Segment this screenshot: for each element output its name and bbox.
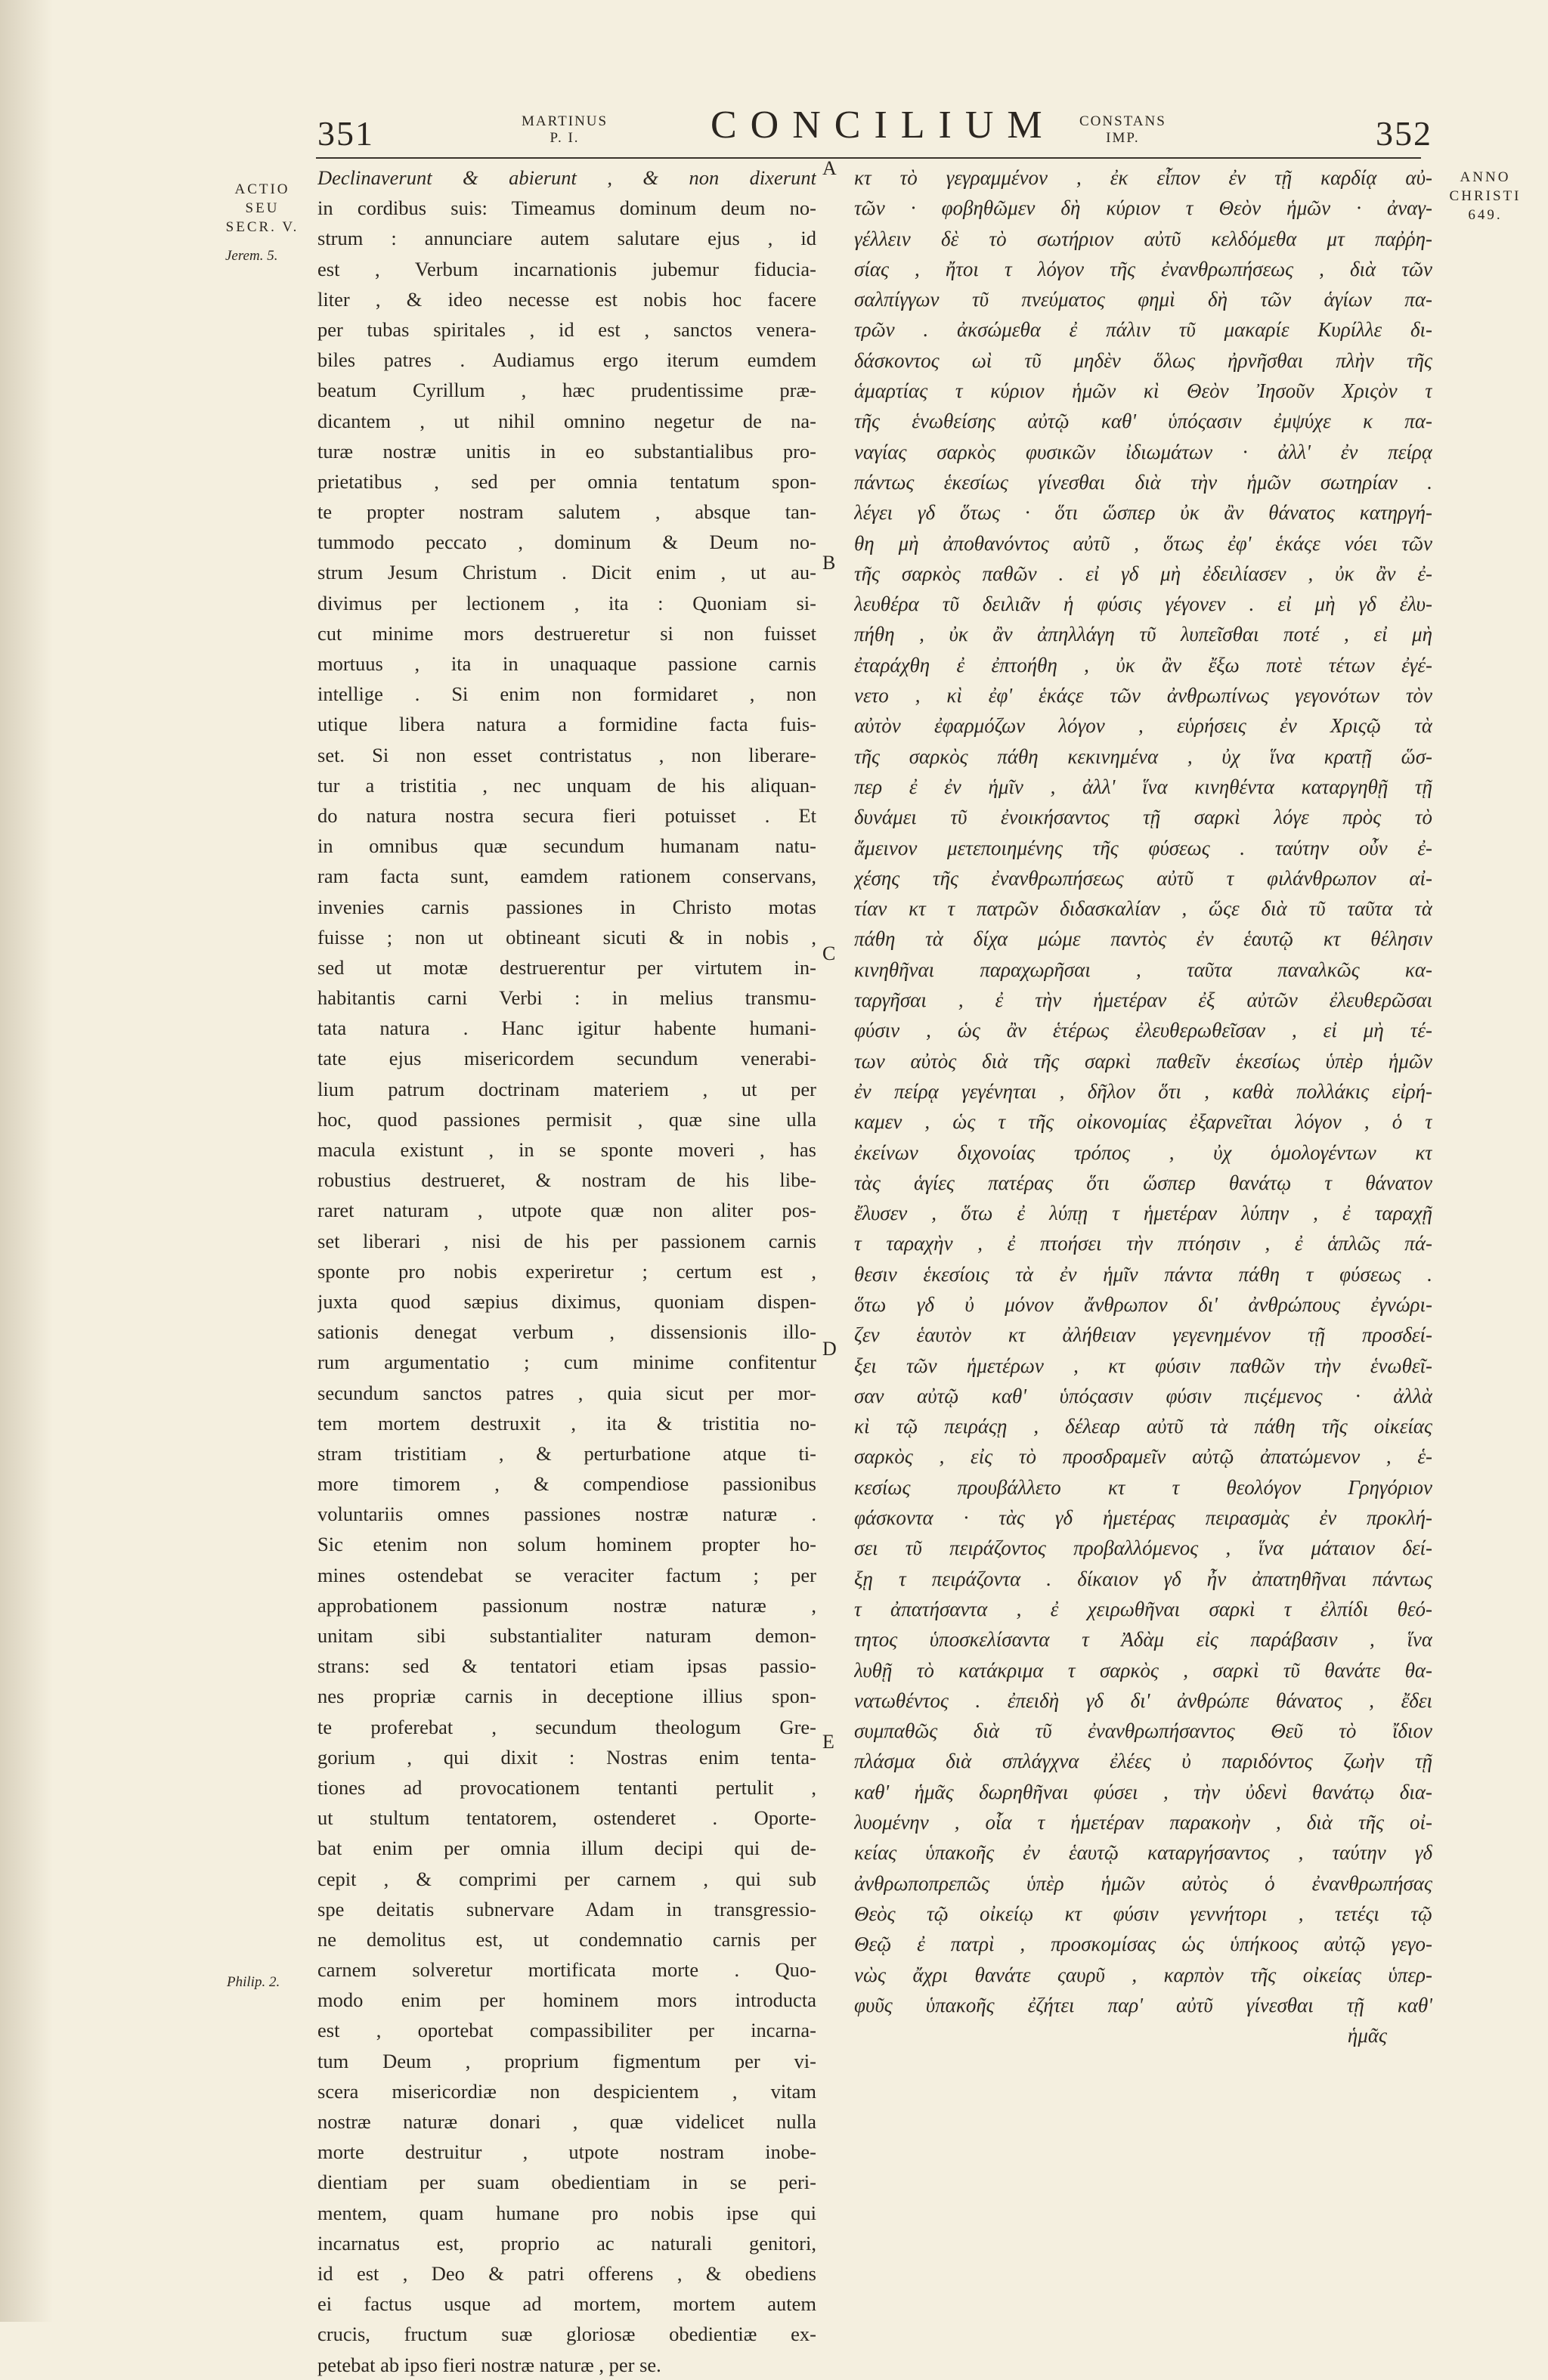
- jeremiah-reference: Jerem. 5.: [225, 248, 278, 264]
- text-line: nes propriæ carnis in deceptione illius spon-: [317, 1685, 816, 1708]
- text-line: strans: sed & tentatori etiam ipsas passio-: [317, 1654, 816, 1678]
- text-line: νετο , κὶ ἐφ' ἑκάςε τῶν ἀνθρωπίνως γεγονότων τὸν: [854, 684, 1432, 707]
- text-line: νὼς ἄχρι θανάτε ςαυρῦ , καρπὸν τῆς οἰκείας ὑπερ-: [854, 1963, 1432, 1986]
- text-line: σαν αὐτῷ καθ' ὑπόςασιν φύσιν πιςέμενος · ἀλλὰ: [854, 1384, 1432, 1407]
- section-letter-c: C: [822, 942, 836, 964]
- text-line: των αὐτὸς διὰ τῆς σαρκὶ παθεῖν ἑκεσίως ὑπὲρ ἡμῶν: [854, 1049, 1432, 1072]
- margin-line: ACTIO: [234, 181, 290, 197]
- text-line: dientiam per suam obedientiam in se peri-: [317, 2171, 816, 2194]
- text-line: tata natura . Hanc igitur habente humani-: [317, 1017, 816, 1040]
- text-line: νατωθέντος . ἐπειδὴ γδ δι' ἀνθρώπε θάνατος , ἔδει: [854, 1688, 1432, 1712]
- text-line: ἐκείνων διχονοίας τρόπος , ὐχ ὁμολογέντων κτ: [854, 1140, 1432, 1164]
- running-head-line: P. I.: [550, 130, 580, 146]
- text-line: φυῦς ὑπακοῆς ἐζήτει παρ' αὐτῦ γίνεσθαι τῇ καθ': [854, 1993, 1432, 2016]
- text-line: fuisse ; non ut obtineant sicuti & in nobis ,: [317, 925, 816, 949]
- text-line: gorium , qui dixit : Nostras enim tenta-: [317, 1745, 816, 1769]
- section-letter-b: B: [822, 552, 836, 574]
- text-line: tiones ad provocationem tentanti pertulit ,: [317, 1775, 816, 1799]
- text-line: tem mortem destruxit , ita & tristitia no-: [317, 1411, 816, 1434]
- text-line: φάσκοντα · τὰς γδ ἡμετέρας πειρασμὰς ἐν προκλή-: [854, 1506, 1432, 1530]
- text-line: τῆς σαρκὸς πάθη κεκινημένα , ὐχ ἵνα κρατῇ ὥσ-: [854, 744, 1432, 768]
- text-line: λυομένην , οἷα τ ἡμετέραν παρακοὴν , διὰ τῆς οἰ-: [854, 1811, 1432, 1834]
- text-line: cepit , & comprimi per carnem , qui sub: [317, 1867, 816, 1890]
- text-line: do natura nostra secura fieri potuisset . Et: [317, 803, 816, 827]
- text-line: dicantem , ut nihil omnino negetur de na-: [317, 409, 816, 432]
- text-line: secundum sanctos patres , quia sicut per mor-: [317, 1381, 816, 1404]
- right-running-head: [1079, 113, 1166, 147]
- text-line: αὐτὸν ἐφαρμόζων λόγον , εὑρήσεις ἐν Χριςῷ τὰ: [854, 714, 1432, 738]
- text-line: ναγίας σαρκὸς φυσικῶν ἰδιωμάτων · ἀλλ' ἐν πείρᾳ: [854, 440, 1432, 463]
- text-line: sationis denegat verbum , dissensionis illo-: [317, 1320, 816, 1344]
- text-line: ταργῆσαι , ἐ τὴν ἡμετέραν ἐξ αὐτῶν ἐλευθερῶσαι: [854, 989, 1432, 1012]
- text-line: ξει τῶν ἡμετέρων , κτ φύσιν παθῶν τὴν ἑνωθεῖ-: [854, 1354, 1432, 1377]
- text-line: set liberari , nisi de his per passionem carnis: [317, 1229, 816, 1252]
- text-line: κεσίως προυβάλλετο κτ τ θεολόγον Γρηγόριον: [854, 1475, 1432, 1499]
- text-line: morte destruitur , utpote nostram inobe-: [317, 2140, 816, 2164]
- text-line: tum Deum , proprium figmentum per vi-: [317, 2049, 816, 2072]
- actio-margin-note: [213, 180, 311, 237]
- text-line: ἔλυσεν , ὅτω ἐ λύπῃ τ ἡμετέραν λύπην , ἐ ταραχῇ: [854, 1202, 1432, 1225]
- text-line: est , Verbum incarnationis jubemur fiducia-: [317, 257, 816, 280]
- text-line: rum argumentatio ; cum minime confitentur: [317, 1351, 816, 1374]
- text-line: hoc, quod passiones permisit , quæ sine ulla: [317, 1107, 816, 1131]
- text-line: spe deitatis subnervare Adam in transgressio-: [317, 1897, 816, 1920]
- text-line: θη μὴ ἀποθανόντος αὐτῦ , ὅτως ἐφ' ἑκάςε νόει τῶν: [854, 531, 1432, 555]
- text-line: κὶ τῷ πειράςῃ , δέλεαρ αὐτῦ τὰ πάθη τῆς οἰκείας: [854, 1415, 1432, 1438]
- text-line: strum : annunciare autem salutare ejus , id: [317, 227, 816, 250]
- text-line: mentem, quam humane pro nobis ipse qui: [317, 2201, 816, 2224]
- text-line: ξῃ τ πειράζοντα . δίκαιον γδ ἦν ἀπατηθῆναι πάντως: [854, 1567, 1432, 1590]
- text-line: carnem solveretur mortificata morte . Quo-: [317, 1958, 816, 1982]
- text-line: mortuus , ita in unaquaque passione carnis: [317, 652, 816, 675]
- margin-line: SECR. V.: [225, 219, 299, 235]
- text-line: in cordibus suis: Timeamus dominum deum no-: [317, 197, 816, 220]
- text-line: strum Jesum Christum . Dicit enim , ut au-: [317, 561, 816, 584]
- text-line: ἡμᾶς: [1347, 2024, 1387, 2047]
- header-rule: [316, 157, 1421, 159]
- text-line: τρῶν . ἀκσώμεθα ἐ πάλιν τῦ μακαρίε Κυρίλλε δι-: [854, 318, 1432, 342]
- text-line: id est , Deo & patri offerens , & obediens: [317, 2261, 816, 2285]
- text-line: te proferebat , secundum theologum Gre-: [317, 1715, 816, 1738]
- text-line: τῶν · φοβηθῶμεν δὴ κύριον τ Θεὸν ἡμῶν · ἀναγ-: [854, 197, 1432, 220]
- page-title: CONCILIUM: [711, 104, 1056, 147]
- text-line: intellige . Si enim non formidaret , non: [317, 682, 816, 706]
- text-line: ἁμαρτίας τ κύριον ἡμῶν κὶ Θεὸν Ἰησοῦν Χριςὸν τ: [854, 379, 1432, 403]
- text-line: te propter nostram salutem , absque tan-: [317, 500, 816, 524]
- text-line: utique libera natura a formidine facta fuis-: [317, 713, 816, 736]
- text-line: ἀνθρωποπρεπῶς ὑπὲρ ἡμῶν αὐτὸς ὁ ἐνανθρωπήσας: [854, 1871, 1432, 1895]
- text-line: θεσιν ἑκεσίοις τὰ ἐν ἡμῖν πάντα πάθη τ φύσεως .: [854, 1262, 1432, 1286]
- text-line: πλάσμα διὰ σπλάγχνα ἐλέες ὐ παριδόντος ζωὴν τῇ: [854, 1750, 1432, 1773]
- text-line: σει τῦ πειράζοντος προβαλλόμενος , ἵνα μάταιον δεί-: [854, 1537, 1432, 1560]
- text-line: ne demolitus est, ut condemnatio carnis per: [317, 1927, 816, 1951]
- text-line: περ ἐ ἐν ἡμῖν , ἀλλ' ἵνα κινηθέντα καταργηθῇ τῇ: [854, 775, 1432, 798]
- text-line: λυθῇ τὸ κατάκριμα τ σαρκὸς , σαρκὶ τῦ θανάτε θα-: [854, 1658, 1432, 1682]
- text-line: γέλλειν δὲ τὸ σωτήριον αὐτῦ κελδόμεθα μτ παῤῥη-: [854, 227, 1432, 250]
- text-line: ἐν πείρᾳ γεγένηται , δῆλον ὅτι , καθὰ πολλάκις εἰρή-: [854, 1079, 1432, 1103]
- text-line: sed ut motæ destruerentur per virtutem in-: [317, 955, 816, 979]
- text-line: ut stultum tentatorem, ostenderet . Oporte-: [317, 1806, 816, 1830]
- anno-margin-note: [1440, 168, 1531, 224]
- section-letter-a: A: [822, 157, 837, 179]
- margin-line: CHRISTI: [1449, 188, 1522, 204]
- text-line: stram tristitiam , & perturbatione atque ti-: [317, 1441, 816, 1465]
- text-line: τίαν κτ τ πατρῶν διδασκαλίαν , ὥςε διὰ τῦ ταῦτα τὰ: [854, 897, 1432, 921]
- running-head-line: MARTINUS: [522, 113, 608, 129]
- section-letter-e: E: [822, 1731, 834, 1753]
- text-line: biles patres . Audiamus ergo iterum eumdem: [317, 348, 816, 372]
- text-line: φύσιν , ὡς ἂν ἑτέρως ἐλευθερωθεῖσαν , εἰ μὴ τέ-: [854, 1019, 1432, 1042]
- text-line: unitam sibi substantialiter naturam demon-: [317, 1624, 816, 1647]
- text-line: divimus per lectionem , ita : Quoniam si-: [317, 591, 816, 614]
- text-line: ἐταράχθη ἐ ἐπτοήθη , ὐκ ἂν ἔξω ποτὲ τέτων ἐγέ-: [854, 653, 1432, 676]
- text-line: δάσκοντος ωὶ τῦ μηδὲν ὅλως ἠρνῆσθαι πλὴν τῆς: [854, 348, 1432, 372]
- text-line: macula existunt , in se sponte moveri , has: [317, 1138, 816, 1161]
- text-line: beatum Cyrillum , hæc prudentissime præ-: [317, 379, 816, 402]
- left-page-number: 351: [317, 114, 374, 153]
- text-line: συμπαθῶς διὰ τῦ ἐνανθρωπήσαντος Θεῦ τὸ ἴδιον: [854, 1719, 1432, 1743]
- text-line: χέσης τῆς ἐνανθρωπήσεως αὐτῦ τ φιλάνθρωπον αἰ-: [854, 866, 1432, 890]
- text-line: λευθέρα τῦ δειλιᾶν ἡ φύσις γέγονεν . εἰ μὴ γδ ἐλυ-: [854, 593, 1432, 616]
- running-head-line: CONSTANS: [1079, 113, 1166, 129]
- text-line: ὅτω γδ ὐ μόνον ἄνθρωπον δι' ἀνθρώπους ἐγνώρι-: [854, 1292, 1432, 1316]
- text-line: invenies carnis passiones in Christo motas: [317, 895, 816, 918]
- text-line: Θεὸς τῷ οἰκείῳ κτ φύσιν γεννήτορι , τετέςι τῷ: [854, 1902, 1432, 1925]
- text-line: ei factus usque ad mortem, mortem autem: [317, 2292, 816, 2316]
- text-line: set. Si non esset contristatus , non liberare-: [317, 743, 816, 766]
- running-head-line: IMP.: [1106, 130, 1140, 146]
- text-line: habitantis carni Verbi : in melius transmu-: [317, 986, 816, 1010]
- text-line: σαρκὸς , εἰς τὸ προσδραμεῖν αὐτῷ ἀπατώμενον , ἑ-: [854, 1445, 1432, 1469]
- text-line: ζεν ἑαυτὸν κτ ἀλήθειαν γεγενημένον τῇ προσδεί-: [854, 1323, 1432, 1347]
- text-line: modo enim per hominem mors introducta: [317, 1988, 816, 2012]
- text-line: est , oportebat compassibiliter per incarna-: [317, 2019, 816, 2042]
- text-line: tur a tristitia , nec unquam de his aliquan-: [317, 773, 816, 797]
- text-line: σίας , ἤτοι τ λόγον τῆς ἐνανθρωπήσεως , διὰ τῶν: [854, 257, 1432, 280]
- text-line: lium patrum doctrinam materiem , ut per: [317, 1077, 816, 1100]
- text-line: bat enim per omnia illum decipi qui de-: [317, 1837, 816, 1860]
- text-line: πήθη , ὐκ ἂν ἀπηλλάγη τῦ λυπεῖσθαι ποτέ , εἰ μὴ: [854, 623, 1432, 646]
- text-line: καμεν , ὡς τ τῆς οἰκονομίας ἐξαρνεῖται λόγον , ὁ τ: [854, 1110, 1432, 1134]
- philippians-reference: Philip. 2.: [227, 1974, 280, 1990]
- text-line: voluntariis omnes passiones nostræ naturæ .: [317, 1503, 816, 1526]
- text-line: κτ τὸ γεγραμμένον , ἐκ εἶπον ἐν τῇ καρδίᾳ αὐ-: [854, 166, 1432, 189]
- text-line: δυνάμει τῦ ἐνοικήσαντος τῇ σαρκὶ λόγε πρὸς τὸ: [854, 806, 1432, 829]
- text-line: tate ejus misericordem secundum venerabi-: [317, 1047, 816, 1070]
- margin-line: SEU: [245, 200, 280, 216]
- text-line: nostræ naturæ donari , quæ videlicet nulla: [317, 2110, 816, 2133]
- text-line: more timorem , & compendiose passionibus: [317, 1472, 816, 1496]
- right-page-number: 352: [1376, 114, 1432, 153]
- left-running-head: [522, 113, 608, 147]
- text-line: prietatibus , sed per omnia tentatum spon-: [317, 469, 816, 493]
- text-line: κείας ὑπακοῆς ἐν ἑαυτῷ καταργήσαντος , ταύτην γδ: [854, 1841, 1432, 1865]
- section-letter-d: D: [822, 1338, 837, 1360]
- text-line: τὰς ἁγίες πατέρας ὅτι ὥσπερ θανάτῳ τ θάνατον: [854, 1171, 1432, 1194]
- text-line: πάντως ἑκεσίως γίνεσθαι διὰ τὴν ἡμῶν σωτηρίαν .: [854, 470, 1432, 494]
- binding-shadow: [0, 0, 53, 2322]
- margin-line: ANNO: [1460, 169, 1511, 185]
- text-line: ἄμεινον μετεποιημένης τῆς φύσεως . ταύτην οὖν ἐ-: [854, 836, 1432, 859]
- text-line: in omnibus quæ secundum humanam natu-: [317, 834, 816, 858]
- text-line: τῆς σαρκὸς παθῶν . εἰ γδ μὴ ἐδειλίασεν , ὐκ ἂν ἐ-: [854, 562, 1432, 585]
- text-line: τ ἀπατήσαντα , ἐ χειρωθῆναι σαρκὶ τ ἐλπίδι θεό-: [854, 1597, 1432, 1620]
- text-line: Sic etenim non solum hominem propter ho-: [317, 1533, 816, 1556]
- latin-text-column: [317, 162, 816, 2380]
- text-line: scera misericordiæ non despicientem , vitam: [317, 2079, 816, 2103]
- text-line: juxta quod sæpius diximus, quoniam dispen-: [317, 1289, 816, 1313]
- text-line: per tubas spiritales , id est , sanctos venera-: [317, 317, 816, 341]
- text-line: liter , & ideo necesse est nobis hoc facere: [317, 287, 816, 311]
- text-line: approbationem passionum nostræ naturæ ,: [317, 1593, 816, 1617]
- text-line: λέγει γδ ὅτως · ὅτι ὥσπερ ὐκ ἂν θάνατος κατηργή-: [854, 501, 1432, 525]
- text-line: petebat ab ipso fieri nostræ naturæ , per se.: [317, 2353, 661, 2376]
- text-line: τητος ὑποσκελίσαντα τ Ἀδὰμ εἰς παράβασιν , ἵνα: [854, 1628, 1432, 1651]
- text-line: cut minime mors destrueretur si non fuisset: [317, 621, 816, 645]
- text-line: πάθη τὰ δίχα μώμε παντὸς ἐν ἑαυτῷ κτ θέλησιν: [854, 927, 1432, 951]
- text-line: turæ nostræ unitis in eo substantialibus pro-: [317, 439, 816, 463]
- greek-text-column: [854, 162, 1432, 2050]
- text-line: Θεῷ ἐ πατρὶ , προσκομίσας ὡς ὑπήκοος αὐτῷ γεγο-: [854, 1933, 1432, 1956]
- text-line: crucis, fructum suæ gloriosæ obedientiæ ex-: [317, 2323, 816, 2346]
- text-line: sponte pro nobis experiretur ; certum est ,: [317, 1259, 816, 1283]
- margin-line: 649.: [1468, 207, 1503, 223]
- text-line: καθ' ἡμᾶς δωρηθῆναι φύσει , τὴν ὐδενὶ θανάτῳ δια-: [854, 1780, 1432, 1803]
- text-line: ram facta sunt, eamdem rationem conservans,: [317, 865, 816, 888]
- text-line: incarnatus est, proprio ac naturali genitori,: [317, 2231, 816, 2255]
- text-line: τ ταραχὴν , ἐ πτοήσει τὴν πτόησιν , ἐ ἁπλῶς πά-: [854, 1232, 1432, 1255]
- text-line: κινηθῆναι παραχωρῆσαι , ταῦτα παναλκῶς κα-: [854, 958, 1432, 981]
- text-line: τῆς ἑνωθείσης αὐτῷ καθ' ὑπόςασιν ἐμψύχε κ πα-: [854, 410, 1432, 433]
- text-line: tummodo peccato , dominum & Deum no-: [317, 531, 816, 554]
- text-line: Declinaverunt & abierunt , & non dixerunt: [317, 166, 816, 189]
- text-line: mines ostendebat se veraciter factum ; per: [317, 1563, 816, 1586]
- text-line: raret naturam , utpote quæ non aliter pos-: [317, 1199, 816, 1222]
- text-line: σαλπίγγων τῦ πνεύματος φημὶ δὴ τῶν ἁγίων πα-: [854, 288, 1432, 311]
- text-line: robustius destrueret, & nostram de his libe-: [317, 1168, 816, 1192]
